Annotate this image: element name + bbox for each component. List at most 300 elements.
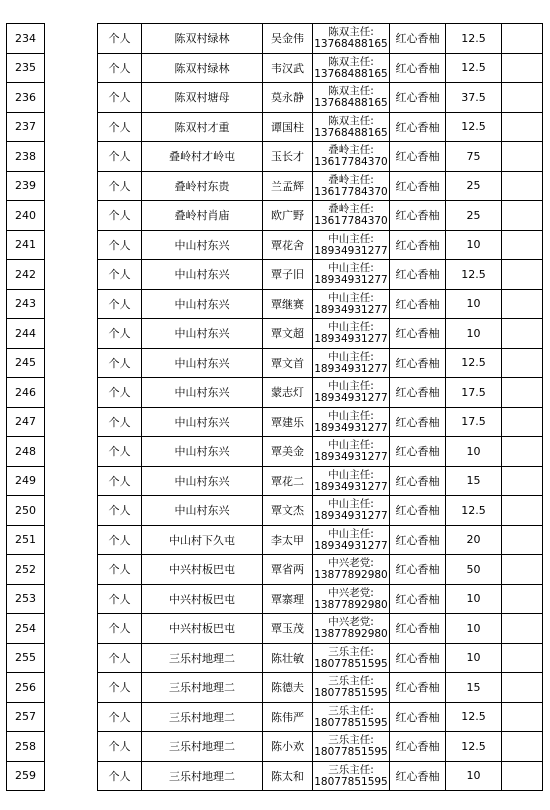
contact-title: 三乐主任: bbox=[328, 734, 374, 747]
contact-cell bbox=[313, 496, 390, 526]
village-cell: 三乐村地理二 bbox=[142, 643, 263, 673]
contact-title: 中兴老党: bbox=[328, 586, 374, 599]
data-table-sheet bbox=[6, 23, 542, 791]
table-row bbox=[7, 496, 543, 526]
person-name-cell: 覃建乐 bbox=[263, 407, 313, 437]
blank-cell bbox=[502, 83, 543, 113]
amount-cell: 10 bbox=[446, 437, 502, 467]
variety-cell: 红心香柚 bbox=[390, 643, 446, 673]
blank-cell bbox=[502, 525, 543, 555]
blank-cell bbox=[502, 260, 543, 290]
row-number-cell: 235 bbox=[7, 53, 45, 83]
contact-cell bbox=[313, 201, 390, 231]
row-number-cell: 245 bbox=[7, 348, 45, 378]
table-row bbox=[7, 260, 543, 290]
blank-cell bbox=[45, 319, 98, 349]
village-cell: 中兴村板巴屯 bbox=[142, 584, 263, 614]
contact-cell bbox=[313, 378, 390, 408]
village-cell: 中山村东兴 bbox=[142, 378, 263, 408]
contact-phone: 18077851595 bbox=[314, 775, 388, 788]
blank-cell bbox=[45, 702, 98, 732]
contact-title: 中山主任: bbox=[328, 350, 374, 363]
contact-phone: 13768488165 bbox=[314, 97, 388, 110]
blank-cell bbox=[502, 673, 543, 703]
table-row bbox=[7, 407, 543, 437]
contact-cell bbox=[313, 761, 390, 791]
blank-cell bbox=[502, 732, 543, 762]
blank-cell bbox=[502, 761, 543, 791]
variety-cell: 红心香柚 bbox=[390, 319, 446, 349]
contact-phone: 13768488165 bbox=[314, 126, 388, 139]
variety-cell: 红心香柚 bbox=[390, 24, 446, 54]
contact-cell bbox=[313, 142, 390, 172]
variety-cell: 红心香柚 bbox=[390, 761, 446, 791]
contact-phone: 13877892980 bbox=[314, 598, 388, 611]
amount-cell: 37.5 bbox=[446, 83, 502, 113]
table-row bbox=[7, 24, 543, 54]
table-row bbox=[7, 525, 543, 555]
amount-cell: 10 bbox=[446, 643, 502, 673]
variety-cell: 红心香柚 bbox=[390, 112, 446, 142]
contact-title: 陈双主任: bbox=[328, 85, 374, 98]
village-cell: 三乐村地理二 bbox=[142, 702, 263, 732]
table-row bbox=[7, 230, 543, 260]
contact-phone: 18934931277 bbox=[314, 303, 388, 316]
person-name-cell: 陈小欢 bbox=[263, 732, 313, 762]
variety-cell: 红心香柚 bbox=[390, 378, 446, 408]
contact-cell bbox=[313, 466, 390, 496]
variety-cell: 红心香柚 bbox=[390, 142, 446, 172]
village-cell: 三乐村地理二 bbox=[142, 673, 263, 703]
contact-title: 中山主任: bbox=[328, 409, 374, 422]
contact-cell bbox=[313, 289, 390, 319]
village-cell: 中山村东兴 bbox=[142, 319, 263, 349]
contact-phone: 18934931277 bbox=[314, 392, 388, 405]
row-number-cell: 252 bbox=[7, 555, 45, 585]
village-cell: 中山村东兴 bbox=[142, 466, 263, 496]
type-cell: 个人 bbox=[98, 319, 142, 349]
blank-cell bbox=[502, 171, 543, 201]
village-cell: 陈双村塘母 bbox=[142, 83, 263, 113]
type-cell: 个人 bbox=[98, 437, 142, 467]
village-cell: 中山村东兴 bbox=[142, 407, 263, 437]
type-cell: 个人 bbox=[98, 289, 142, 319]
table-row bbox=[7, 83, 543, 113]
table-row bbox=[7, 289, 543, 319]
blank-cell bbox=[502, 319, 543, 349]
table-row bbox=[7, 53, 543, 83]
row-number-cell: 237 bbox=[7, 112, 45, 142]
type-cell: 个人 bbox=[98, 260, 142, 290]
person-name-cell: 覃花二 bbox=[263, 466, 313, 496]
blank-cell bbox=[502, 201, 543, 231]
contact-phone: 18934931277 bbox=[314, 480, 388, 493]
type-cell: 个人 bbox=[98, 378, 142, 408]
type-cell: 个人 bbox=[98, 702, 142, 732]
person-name-cell: 陈德夫 bbox=[263, 673, 313, 703]
contact-phone: 18077851595 bbox=[314, 746, 388, 759]
table-row bbox=[7, 171, 543, 201]
contact-title: 三乐主任: bbox=[328, 675, 374, 688]
contact-title: 三乐主任: bbox=[328, 704, 374, 717]
type-cell: 个人 bbox=[98, 614, 142, 644]
row-number-cell: 234 bbox=[7, 24, 45, 54]
contact-phone: 13617784370 bbox=[314, 156, 388, 169]
table-row bbox=[7, 584, 543, 614]
row-number-cell: 247 bbox=[7, 407, 45, 437]
table-row bbox=[7, 555, 543, 585]
village-cell: 中山村东兴 bbox=[142, 496, 263, 526]
contact-cell bbox=[313, 732, 390, 762]
person-name-cell: 覃美金 bbox=[263, 437, 313, 467]
person-name-cell: 陈伟严 bbox=[263, 702, 313, 732]
blank-cell bbox=[45, 525, 98, 555]
village-cell: 陈双村才重 bbox=[142, 112, 263, 142]
blank-cell bbox=[45, 260, 98, 290]
amount-cell: 17.5 bbox=[446, 407, 502, 437]
type-cell: 个人 bbox=[98, 407, 142, 437]
contact-cell bbox=[313, 24, 390, 54]
variety-cell: 红心香柚 bbox=[390, 466, 446, 496]
table-row bbox=[7, 348, 543, 378]
contact-phone: 18934931277 bbox=[314, 451, 388, 464]
village-cell: 三乐村地理二 bbox=[142, 761, 263, 791]
contact-title: 中山主任: bbox=[328, 321, 374, 334]
blank-cell bbox=[502, 466, 543, 496]
person-name-cell: 谭国柱 bbox=[263, 112, 313, 142]
row-number-cell: 240 bbox=[7, 201, 45, 231]
blank-cell bbox=[502, 289, 543, 319]
person-name-cell: 玉长才 bbox=[263, 142, 313, 172]
row-number-cell: 239 bbox=[7, 171, 45, 201]
type-cell: 个人 bbox=[98, 643, 142, 673]
amount-cell: 12.5 bbox=[446, 348, 502, 378]
blank-cell bbox=[502, 142, 543, 172]
blank-cell bbox=[45, 83, 98, 113]
variety-cell: 红心香柚 bbox=[390, 348, 446, 378]
contact-phone: 18077851595 bbox=[314, 687, 388, 700]
amount-cell: 50 bbox=[446, 555, 502, 585]
blank-cell bbox=[45, 171, 98, 201]
contact-title: 中山主任: bbox=[328, 291, 374, 304]
amount-cell: 12.5 bbox=[446, 732, 502, 762]
blank-cell bbox=[45, 407, 98, 437]
person-name-cell: 莫永静 bbox=[263, 83, 313, 113]
blank-cell bbox=[502, 702, 543, 732]
person-name-cell: 覃文超 bbox=[263, 319, 313, 349]
contact-phone: 18934931277 bbox=[314, 362, 388, 375]
variety-cell: 红心香柚 bbox=[390, 53, 446, 83]
person-name-cell: 李太甲 bbox=[263, 525, 313, 555]
contact-phone: 13617784370 bbox=[314, 215, 388, 228]
table-row bbox=[7, 201, 543, 231]
table-row bbox=[7, 319, 543, 349]
person-name-cell: 覃玉茂 bbox=[263, 614, 313, 644]
person-name-cell: 蒙志灯 bbox=[263, 378, 313, 408]
data-table bbox=[6, 23, 543, 791]
blank-cell bbox=[502, 112, 543, 142]
blank-cell bbox=[502, 584, 543, 614]
village-cell: 中山村东兴 bbox=[142, 437, 263, 467]
variety-cell: 红心香柚 bbox=[390, 673, 446, 703]
contact-cell bbox=[313, 437, 390, 467]
blank-cell bbox=[45, 584, 98, 614]
contact-title: 三乐主任: bbox=[328, 763, 374, 776]
contact-cell bbox=[313, 171, 390, 201]
contact-title: 中山主任: bbox=[328, 527, 374, 540]
contact-cell bbox=[313, 260, 390, 290]
contact-title: 中兴老党: bbox=[328, 557, 374, 570]
contact-cell bbox=[313, 643, 390, 673]
table-row bbox=[7, 378, 543, 408]
person-name-cell: 欧广野 bbox=[263, 201, 313, 231]
type-cell: 个人 bbox=[98, 732, 142, 762]
village-cell: 中山村东兴 bbox=[142, 348, 263, 378]
amount-cell: 12.5 bbox=[446, 112, 502, 142]
type-cell: 个人 bbox=[98, 230, 142, 260]
type-cell: 个人 bbox=[98, 673, 142, 703]
person-name-cell: 覃文杰 bbox=[263, 496, 313, 526]
row-number-cell: 259 bbox=[7, 761, 45, 791]
amount-cell: 12.5 bbox=[446, 260, 502, 290]
village-cell: 叠岭村肖庙 bbox=[142, 201, 263, 231]
type-cell: 个人 bbox=[98, 53, 142, 83]
amount-cell: 15 bbox=[446, 673, 502, 703]
contact-cell bbox=[313, 555, 390, 585]
blank-cell bbox=[502, 496, 543, 526]
row-number-cell: 242 bbox=[7, 260, 45, 290]
contact-cell bbox=[313, 614, 390, 644]
amount-cell: 12.5 bbox=[446, 53, 502, 83]
person-name-cell: 覃花舍 bbox=[263, 230, 313, 260]
amount-cell: 10 bbox=[446, 614, 502, 644]
village-cell: 中兴村板巴屯 bbox=[142, 614, 263, 644]
village-cell: 叠岭村才岭屯 bbox=[142, 142, 263, 172]
type-cell: 个人 bbox=[98, 466, 142, 496]
row-number-cell: 258 bbox=[7, 732, 45, 762]
type-cell: 个人 bbox=[98, 584, 142, 614]
blank-cell bbox=[45, 761, 98, 791]
village-cell: 叠岭村东贵 bbox=[142, 171, 263, 201]
contact-phone: 18934931277 bbox=[314, 510, 388, 523]
blank-cell bbox=[45, 466, 98, 496]
blank-cell bbox=[45, 24, 98, 54]
variety-cell: 红心香柚 bbox=[390, 260, 446, 290]
amount-cell: 10 bbox=[446, 319, 502, 349]
person-name-cell: 覃寨理 bbox=[263, 584, 313, 614]
type-cell: 个人 bbox=[98, 112, 142, 142]
variety-cell: 红心香柚 bbox=[390, 525, 446, 555]
type-cell: 个人 bbox=[98, 348, 142, 378]
variety-cell: 红心香柚 bbox=[390, 732, 446, 762]
contact-title: 陈双主任: bbox=[328, 55, 374, 68]
table-row bbox=[7, 761, 543, 791]
variety-cell: 红心香柚 bbox=[390, 83, 446, 113]
blank-cell bbox=[45, 614, 98, 644]
amount-cell: 25 bbox=[446, 171, 502, 201]
amount-cell: 10 bbox=[446, 761, 502, 791]
village-cell: 三乐村地理二 bbox=[142, 732, 263, 762]
contact-cell bbox=[313, 348, 390, 378]
variety-cell: 红心香柚 bbox=[390, 289, 446, 319]
contact-title: 中山主任: bbox=[328, 380, 374, 393]
blank-cell bbox=[502, 348, 543, 378]
row-number-cell: 238 bbox=[7, 142, 45, 172]
contact-cell bbox=[313, 584, 390, 614]
row-number-cell: 251 bbox=[7, 525, 45, 555]
table-row bbox=[7, 702, 543, 732]
amount-cell: 12.5 bbox=[446, 496, 502, 526]
contact-title: 中山主任: bbox=[328, 498, 374, 511]
blank-cell bbox=[45, 53, 98, 83]
contact-phone: 13877892980 bbox=[314, 628, 388, 641]
person-name-cell: 覃继赛 bbox=[263, 289, 313, 319]
blank-cell bbox=[45, 673, 98, 703]
table-row bbox=[7, 112, 543, 142]
blank-cell bbox=[502, 53, 543, 83]
blank-cell bbox=[502, 437, 543, 467]
contact-title: 中兴老党: bbox=[328, 616, 374, 629]
blank-cell bbox=[502, 230, 543, 260]
variety-cell: 红心香柚 bbox=[390, 555, 446, 585]
amount-cell: 10 bbox=[446, 584, 502, 614]
variety-cell: 红心香柚 bbox=[390, 171, 446, 201]
variety-cell: 红心香柚 bbox=[390, 437, 446, 467]
person-name-cell: 兰孟辉 bbox=[263, 171, 313, 201]
amount-cell: 17.5 bbox=[446, 378, 502, 408]
blank-cell bbox=[45, 378, 98, 408]
type-cell: 个人 bbox=[98, 555, 142, 585]
person-name-cell: 覃省两 bbox=[263, 555, 313, 585]
village-cell: 中山村下久屯 bbox=[142, 525, 263, 555]
contact-phone: 18934931277 bbox=[314, 244, 388, 257]
contact-phone: 13617784370 bbox=[314, 185, 388, 198]
contact-title: 叠岭主任: bbox=[328, 173, 374, 186]
blank-cell bbox=[502, 614, 543, 644]
amount-cell: 20 bbox=[446, 525, 502, 555]
variety-cell: 红心香柚 bbox=[390, 496, 446, 526]
row-number-cell: 241 bbox=[7, 230, 45, 260]
type-cell: 个人 bbox=[98, 201, 142, 231]
contact-phone: 13877892980 bbox=[314, 569, 388, 582]
contact-title: 中山主任: bbox=[328, 439, 374, 452]
person-name-cell: 覃文首 bbox=[263, 348, 313, 378]
blank-cell bbox=[502, 407, 543, 437]
blank-cell bbox=[45, 201, 98, 231]
row-number-cell: 250 bbox=[7, 496, 45, 526]
contact-phone: 13768488165 bbox=[314, 67, 388, 80]
amount-cell: 10 bbox=[446, 289, 502, 319]
blank-cell bbox=[45, 437, 98, 467]
table-body bbox=[7, 24, 543, 791]
contact-cell bbox=[313, 407, 390, 437]
person-name-cell: 吴金伟 bbox=[263, 24, 313, 54]
type-cell: 个人 bbox=[98, 171, 142, 201]
row-number-cell: 254 bbox=[7, 614, 45, 644]
contact-cell bbox=[313, 673, 390, 703]
amount-cell: 10 bbox=[446, 230, 502, 260]
contact-phone: 18934931277 bbox=[314, 421, 388, 434]
contact-cell bbox=[313, 230, 390, 260]
type-cell: 个人 bbox=[98, 525, 142, 555]
table-row bbox=[7, 142, 543, 172]
contact-phone: 18934931277 bbox=[314, 333, 388, 346]
village-cell: 中兴村板巴屯 bbox=[142, 555, 263, 585]
table-row bbox=[7, 437, 543, 467]
table-row bbox=[7, 614, 543, 644]
row-number-cell: 255 bbox=[7, 643, 45, 673]
village-cell: 陈双村绿林 bbox=[142, 24, 263, 54]
blank-cell bbox=[502, 555, 543, 585]
village-cell: 中山村东兴 bbox=[142, 289, 263, 319]
blank-cell bbox=[502, 643, 543, 673]
row-number-cell: 243 bbox=[7, 289, 45, 319]
variety-cell: 红心香柚 bbox=[390, 201, 446, 231]
type-cell: 个人 bbox=[98, 83, 142, 113]
blank-cell bbox=[45, 230, 98, 260]
contact-cell bbox=[313, 53, 390, 83]
blank-cell bbox=[45, 142, 98, 172]
row-number-cell: 244 bbox=[7, 319, 45, 349]
contact-phone: 18077851595 bbox=[314, 657, 388, 670]
table-row bbox=[7, 643, 543, 673]
person-name-cell: 陈太和 bbox=[263, 761, 313, 791]
blank-cell bbox=[45, 112, 98, 142]
amount-cell: 75 bbox=[446, 142, 502, 172]
contact-cell bbox=[313, 702, 390, 732]
variety-cell: 红心香柚 bbox=[390, 614, 446, 644]
table-row bbox=[7, 466, 543, 496]
blank-cell bbox=[502, 378, 543, 408]
row-number-cell: 253 bbox=[7, 584, 45, 614]
variety-cell: 红心香柚 bbox=[390, 407, 446, 437]
row-number-cell: 246 bbox=[7, 378, 45, 408]
contact-phone: 18934931277 bbox=[314, 274, 388, 287]
amount-cell: 25 bbox=[446, 201, 502, 231]
contact-cell bbox=[313, 83, 390, 113]
contact-cell bbox=[313, 319, 390, 349]
contact-title: 陈双主任: bbox=[328, 26, 374, 39]
contact-title: 中山主任: bbox=[328, 262, 374, 275]
type-cell: 个人 bbox=[98, 142, 142, 172]
amount-cell: 15 bbox=[446, 466, 502, 496]
blank-cell bbox=[45, 348, 98, 378]
variety-cell: 红心香柚 bbox=[390, 584, 446, 614]
blank-cell bbox=[45, 289, 98, 319]
variety-cell: 红心香柚 bbox=[390, 230, 446, 260]
row-number-cell: 236 bbox=[7, 83, 45, 113]
amount-cell: 12.5 bbox=[446, 702, 502, 732]
contact-title: 陈双主任: bbox=[328, 114, 374, 127]
type-cell: 个人 bbox=[98, 496, 142, 526]
contact-title: 中山主任: bbox=[328, 232, 374, 245]
row-number-cell: 249 bbox=[7, 466, 45, 496]
blank-cell bbox=[45, 732, 98, 762]
blank-cell bbox=[502, 24, 543, 54]
type-cell: 个人 bbox=[98, 761, 142, 791]
contact-title: 叠岭主任: bbox=[328, 203, 374, 216]
village-cell: 中山村东兴 bbox=[142, 230, 263, 260]
table-row bbox=[7, 673, 543, 703]
person-name-cell: 覃子旧 bbox=[263, 260, 313, 290]
variety-cell: 红心香柚 bbox=[390, 702, 446, 732]
contact-title: 三乐主任: bbox=[328, 645, 374, 658]
blank-cell bbox=[45, 555, 98, 585]
row-number-cell: 248 bbox=[7, 437, 45, 467]
contact-cell bbox=[313, 112, 390, 142]
contact-title: 叠岭主任: bbox=[328, 144, 374, 157]
village-cell: 中山村东兴 bbox=[142, 260, 263, 290]
